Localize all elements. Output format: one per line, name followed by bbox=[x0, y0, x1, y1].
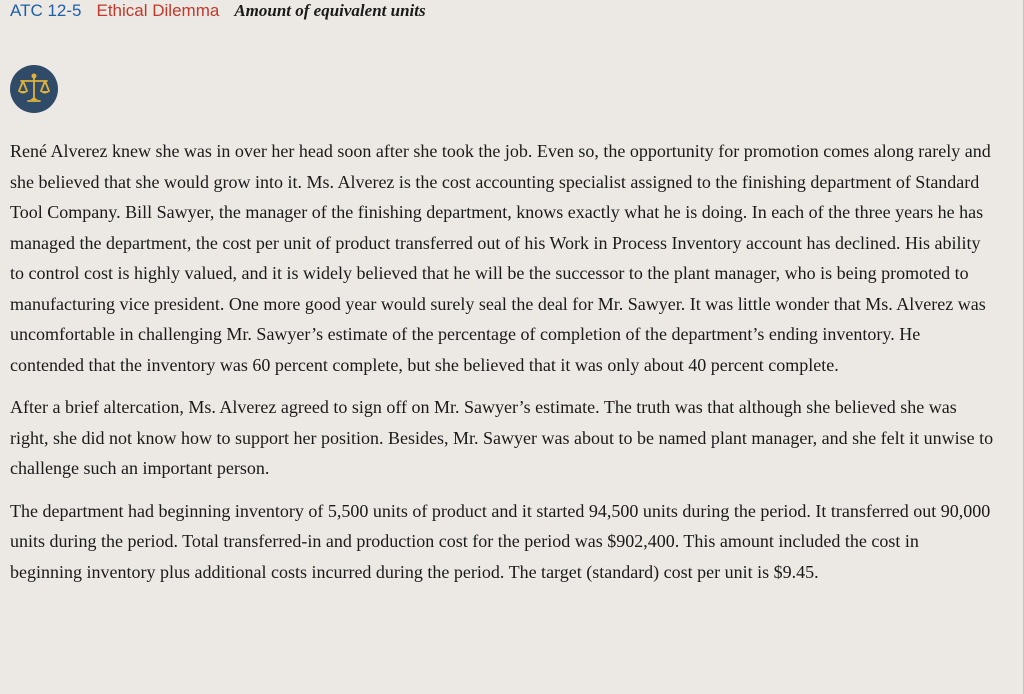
paragraph: René Alverez knew she was in over her head soon after she took the job. Even so, the opportunity for promotion comes along rarely and she believed that she would grow into it. Ms. Alverez is the cost accounting specialist assigned to the finishing department of Standard Tool Company. Bill Sawyer, the manager of the finishing department, knows exactly what he is doing. In each of the three years he has managed the department, the cost per unit of product transferred out of his Work in Process Inventory account has declined. His ability to control cost is highly valued, and it is widely believed that he will be the successor to the plant manager, who is being promoted to manufacturing vice president. One more good year would surely seal the deal for Mr. Sawyer. It was little wonder that Ms. Alverez was uncomfortable in challenging Mr. Sawyer’s estimate of the percentage of completion of the department’s ending inventory. He contended that the inventory was 60 percent complete, but she believed that it was only about 40 percent complete. bbox=[10, 141, 991, 375]
paragraph: The department had beginning inventory of 5,500 units of product and it started 94,500 units during the period. It transferred out 90,000 units during the period. Total transferred-in and production cost for the period was $902,400. This amount included the cost in beginning inventory plus additional costs incurred during the period. The target (standard) cost per unit is $9.45. bbox=[10, 500, 991, 582]
header bbox=[10, 1, 426, 25]
exercise-category: Ethical Dilemma bbox=[96, 1, 220, 20]
ethics-badge bbox=[10, 65, 58, 113]
scales-of-justice-icon bbox=[10, 65, 58, 113]
case-body bbox=[10, 136, 995, 599]
paragraph: After a brief altercation, Ms. Alverez agreed to sign off on Mr. Sawyer’s estimate. The truth was that although she believed she was right, she did not know how to support her position. Besides, Mr. Sawyer was about to be named plant manager, and she felt it unwise to challenge such an important person. bbox=[10, 397, 994, 478]
exercise-subtitle: Amount of equivalent units bbox=[234, 1, 426, 20]
exercise-code: ATC 12-5 bbox=[10, 1, 82, 20]
